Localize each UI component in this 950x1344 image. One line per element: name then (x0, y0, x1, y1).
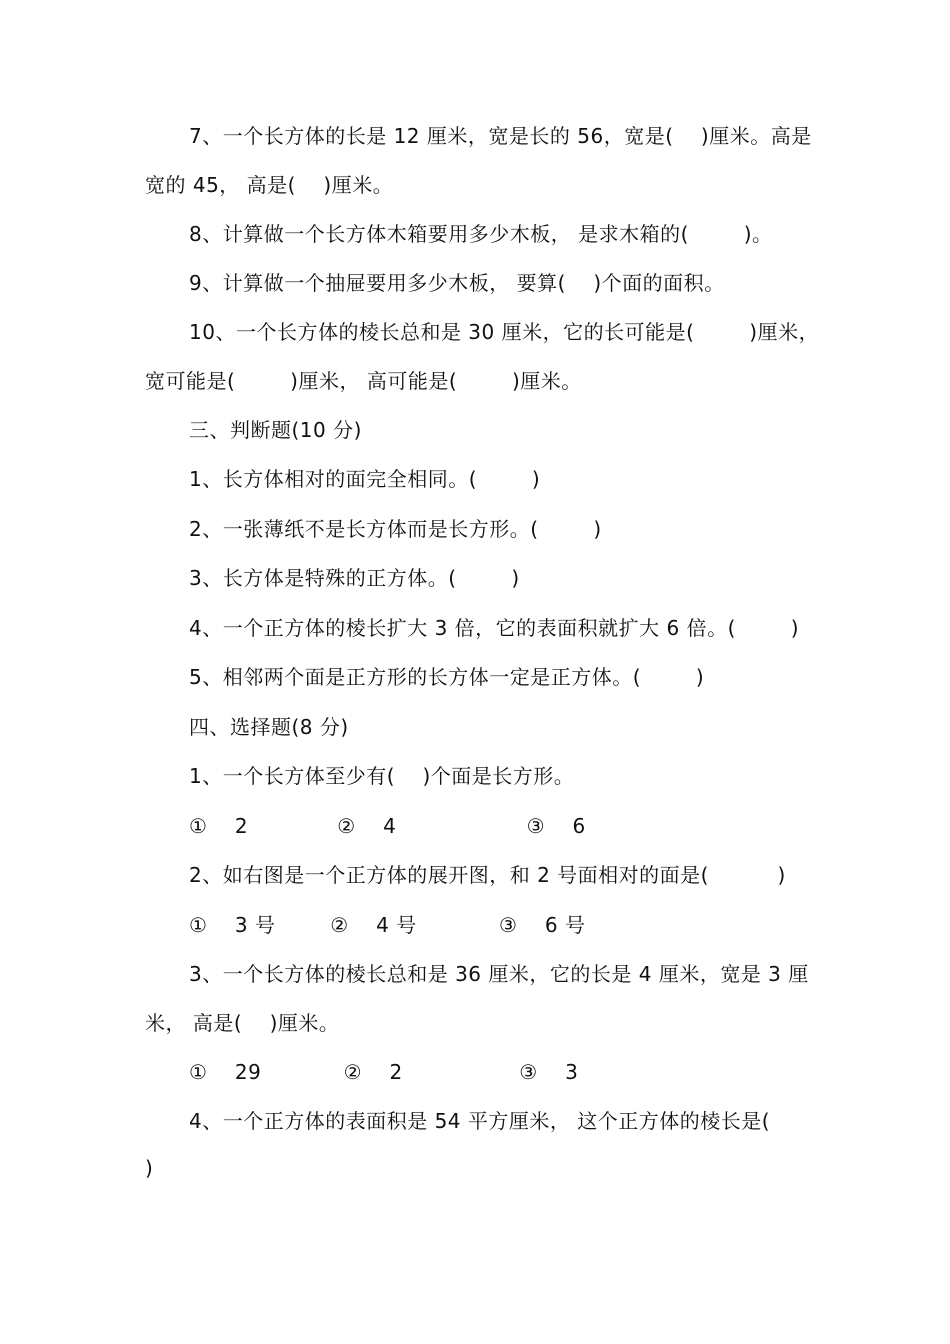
judge-question-3: 3、长方体是特殊的正方体。( ) (189, 566, 520, 590)
choice-question-2: 2、如右图是一个正方体的展开图，和 2 号面相对的面是( ) (189, 863, 786, 887)
choice-question-1-options: ① 2 ② 4 ③ 6 (189, 814, 586, 838)
choice-question-3-line-2: 米， 高是( )厘米。 (145, 1011, 340, 1035)
choice-question-4-line-2: ) (145, 1156, 154, 1180)
question-7-line-2: 宽的 45， 高是( )厘米。 (145, 173, 394, 197)
choice-question-3-line-1: 3、一个长方体的棱长总和是 36 厘米，它的长是 4 厘米，宽是 3 厘 (189, 962, 809, 986)
judge-question-4: 4、一个正方体的棱长扩大 3 倍，它的表面积就扩大 6 倍。( ) (189, 616, 800, 640)
section-4-heading: 四、选择题(8 分) (189, 715, 349, 739)
question-9: 9、计算做一个抽屉要用多少木板， 要算( )个面的面积。 (189, 271, 725, 295)
section-3-heading: 三、判断题(10 分) (189, 418, 362, 442)
judge-question-1: 1、长方体相对的面完全相同。( ) (189, 467, 541, 491)
question-10-line-1: 10、一个长方体的棱长总和是 30 厘米，它的长可能是( )厘米， (189, 320, 820, 344)
judge-question-2: 2、一张薄纸不是长方体而是长方形。( ) (189, 517, 602, 541)
choice-question-2-options: ① 3 号 ② 4 号 ③ 6 号 (189, 913, 586, 937)
choice-question-3-options: ① 29 ② 2 ③ 3 (189, 1060, 579, 1084)
question-7-line-1: 7、一个长方体的长是 12 厘米，宽是长的 56，宽是( )厘米。高是 (189, 124, 812, 148)
question-10-line-2: 宽可能是( )厘米， 高可能是( )厘米。 (145, 369, 582, 393)
choice-question-4-line-1: 4、一个正方体的表面积是 54 平方厘米， 这个正方体的棱长是( (189, 1109, 771, 1133)
judge-question-5: 5、相邻两个面是正方形的长方体一定是正方体。( ) (189, 665, 705, 689)
question-8: 8、计算做一个长方体木箱要用多少木板， 是求木箱的( )。 (189, 222, 773, 246)
choice-question-1: 1、一个长方体至少有( )个面是长方形。 (189, 764, 575, 788)
